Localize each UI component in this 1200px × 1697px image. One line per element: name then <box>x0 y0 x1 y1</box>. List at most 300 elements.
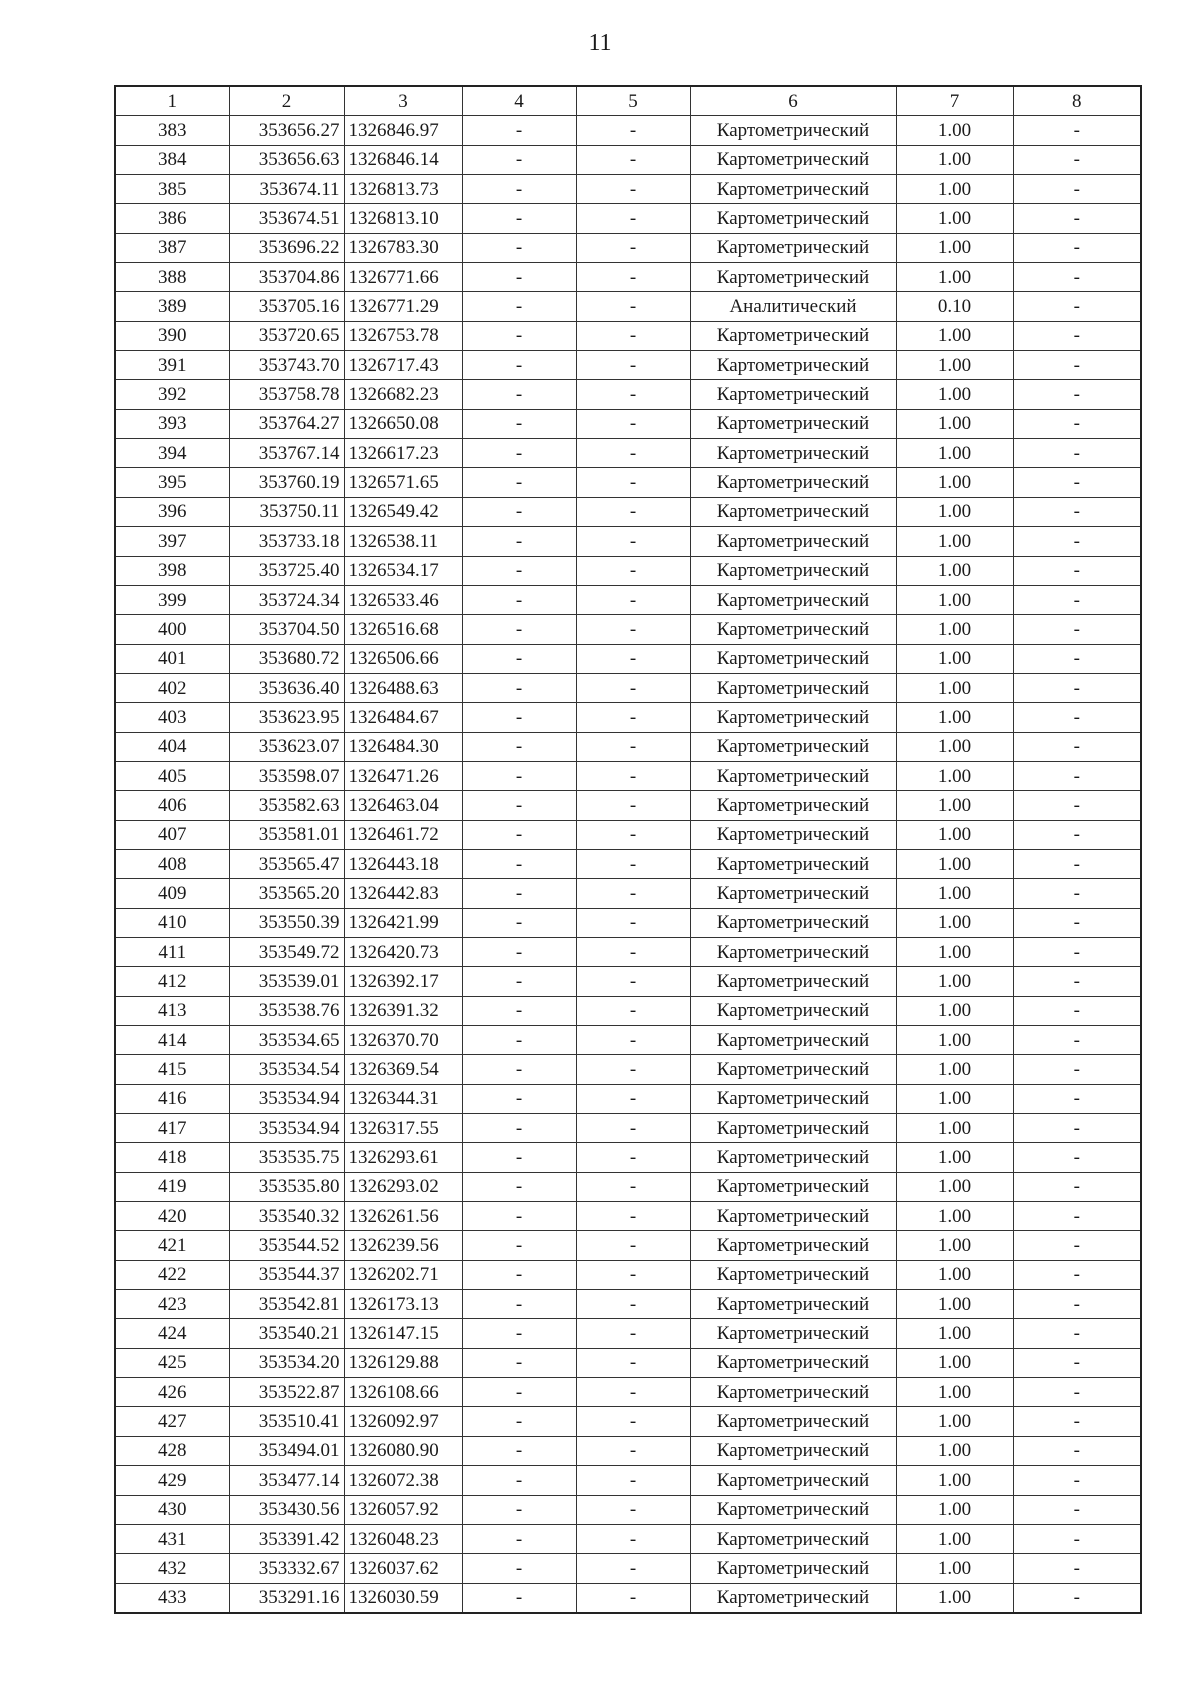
column-5-cell: - <box>576 321 690 350</box>
method-cell: Картометрический <box>690 468 896 497</box>
column-5-cell: - <box>576 585 690 614</box>
y-coordinate-cell: 1326344.31 <box>344 1084 462 1113</box>
point-number-cell: 406 <box>115 791 229 820</box>
y-coordinate-cell: 1326533.46 <box>344 585 462 614</box>
column-5-cell: - <box>576 409 690 438</box>
point-number-cell: 399 <box>115 585 229 614</box>
method-cell: Картометрический <box>690 849 896 878</box>
point-number-cell: 403 <box>115 703 229 732</box>
y-coordinate-cell: 1326239.56 <box>344 1231 462 1260</box>
point-number-cell: 395 <box>115 468 229 497</box>
x-coordinate-cell: 353725.40 <box>229 556 344 585</box>
y-coordinate-cell: 1326650.08 <box>344 409 462 438</box>
accuracy-cell: 1.00 <box>896 116 1013 145</box>
column-5-cell: - <box>576 556 690 585</box>
table-row <box>115 233 1141 262</box>
y-coordinate-cell: 1326488.63 <box>344 673 462 702</box>
method-cell: Картометрический <box>690 380 896 409</box>
x-coordinate-cell: 353582.63 <box>229 791 344 820</box>
column-8-cell: - <box>1013 351 1141 380</box>
table-row <box>115 908 1141 937</box>
accuracy-cell: 1.00 <box>896 996 1013 1025</box>
table-row <box>115 1172 1141 1201</box>
accuracy-cell: 1.00 <box>896 937 1013 966</box>
accuracy-cell: 1.00 <box>896 145 1013 174</box>
method-cell: Картометрический <box>690 1114 896 1143</box>
column-8-cell: - <box>1013 1319 1141 1348</box>
table-row <box>115 1583 1141 1613</box>
table-row <box>115 761 1141 790</box>
column-8-cell: - <box>1013 1583 1141 1613</box>
table-row <box>115 204 1141 233</box>
method-cell: Картометрический <box>690 351 896 380</box>
x-coordinate-cell: 353724.34 <box>229 585 344 614</box>
column-8-cell: - <box>1013 673 1141 702</box>
accuracy-cell: 1.00 <box>896 1114 1013 1143</box>
column-8-cell: - <box>1013 1231 1141 1260</box>
accuracy-cell: 1.00 <box>896 791 1013 820</box>
column-5-cell: - <box>576 204 690 233</box>
point-number-cell: 408 <box>115 849 229 878</box>
point-number-cell: 396 <box>115 497 229 526</box>
column-8-cell: - <box>1013 468 1141 497</box>
column-4-cell: - <box>462 585 576 614</box>
x-coordinate-cell: 353733.18 <box>229 527 344 556</box>
column-5-cell: - <box>576 1436 690 1465</box>
method-cell: Картометрический <box>690 1319 896 1348</box>
point-number-cell: 433 <box>115 1583 229 1613</box>
point-number-cell: 421 <box>115 1231 229 1260</box>
accuracy-cell: 1.00 <box>896 820 1013 849</box>
x-coordinate-cell: 353704.86 <box>229 263 344 292</box>
column-4-cell: - <box>462 204 576 233</box>
column-4-cell: - <box>462 820 576 849</box>
y-coordinate-cell: 1326846.14 <box>344 145 462 174</box>
accuracy-cell: 1.00 <box>896 732 1013 761</box>
method-cell: Картометрический <box>690 908 896 937</box>
column-5-cell: - <box>576 791 690 820</box>
column-8-cell: - <box>1013 233 1141 262</box>
method-cell: Картометрический <box>690 1055 896 1084</box>
column-5-cell: - <box>576 1084 690 1113</box>
column-5-cell: - <box>576 380 690 409</box>
y-coordinate-cell: 1326392.17 <box>344 967 462 996</box>
point-number-cell: 425 <box>115 1348 229 1377</box>
column-4-cell: - <box>462 1172 576 1201</box>
method-cell: Картометрический <box>690 761 896 790</box>
method-cell: Картометрический <box>690 204 896 233</box>
column-5-cell: - <box>576 116 690 145</box>
column-4-cell: - <box>462 996 576 1025</box>
x-coordinate-cell: 353704.50 <box>229 615 344 644</box>
accuracy-cell: 1.00 <box>896 1231 1013 1260</box>
column-8-cell: - <box>1013 263 1141 292</box>
column-5-cell: - <box>576 233 690 262</box>
y-coordinate-cell: 1326443.18 <box>344 849 462 878</box>
column-5-cell: - <box>576 263 690 292</box>
table-header-row <box>115 86 1141 116</box>
accuracy-cell: 1.00 <box>896 204 1013 233</box>
table-body <box>115 116 1141 1613</box>
table-row <box>115 292 1141 321</box>
accuracy-cell: 1.00 <box>896 1378 1013 1407</box>
x-coordinate-cell: 353544.37 <box>229 1260 344 1289</box>
method-cell: Картометрический <box>690 644 896 673</box>
x-coordinate-cell: 353534.94 <box>229 1084 344 1113</box>
column-header: 2 <box>229 86 344 116</box>
column-header: 5 <box>576 86 690 116</box>
accuracy-cell: 1.00 <box>896 1260 1013 1289</box>
x-coordinate-cell: 353680.72 <box>229 644 344 673</box>
column-8-cell: - <box>1013 556 1141 585</box>
column-header: 6 <box>690 86 896 116</box>
point-number-cell: 413 <box>115 996 229 1025</box>
point-number-cell: 412 <box>115 967 229 996</box>
y-coordinate-cell: 1326442.83 <box>344 879 462 908</box>
y-coordinate-cell: 1326516.68 <box>344 615 462 644</box>
y-coordinate-cell: 1326549.42 <box>344 497 462 526</box>
column-header: 4 <box>462 86 576 116</box>
point-number-cell: 416 <box>115 1084 229 1113</box>
accuracy-cell: 1.00 <box>896 1202 1013 1231</box>
column-5-cell: - <box>576 820 690 849</box>
y-coordinate-cell: 1326682.23 <box>344 380 462 409</box>
x-coordinate-cell: 353332.67 <box>229 1554 344 1583</box>
column-8-cell: - <box>1013 644 1141 673</box>
accuracy-cell: 1.00 <box>896 1524 1013 1553</box>
column-4-cell: - <box>462 1143 576 1172</box>
table-row <box>115 703 1141 732</box>
y-coordinate-cell: 1326846.97 <box>344 116 462 145</box>
column-8-cell: - <box>1013 292 1141 321</box>
table-row <box>115 351 1141 380</box>
y-coordinate-cell: 1326057.92 <box>344 1495 462 1524</box>
column-8-cell: - <box>1013 996 1141 1025</box>
y-coordinate-cell: 1326072.38 <box>344 1466 462 1495</box>
column-8-cell: - <box>1013 380 1141 409</box>
column-8-cell: - <box>1013 908 1141 937</box>
x-coordinate-cell: 353522.87 <box>229 1378 344 1407</box>
column-5-cell: - <box>576 1114 690 1143</box>
point-number-cell: 409 <box>115 879 229 908</box>
accuracy-cell: 1.00 <box>896 703 1013 732</box>
column-8-cell: - <box>1013 791 1141 820</box>
accuracy-cell: 1.00 <box>896 527 1013 556</box>
column-5-cell: - <box>576 673 690 702</box>
column-8-cell: - <box>1013 615 1141 644</box>
accuracy-cell: 1.00 <box>896 849 1013 878</box>
column-5-cell: - <box>576 1319 690 1348</box>
x-coordinate-cell: 353743.70 <box>229 351 344 380</box>
accuracy-cell: 1.00 <box>896 761 1013 790</box>
column-5-cell: - <box>576 703 690 732</box>
table-row <box>115 439 1141 468</box>
column-4-cell: - <box>462 1524 576 1553</box>
column-4-cell: - <box>462 1260 576 1289</box>
accuracy-cell: 1.00 <box>896 1466 1013 1495</box>
y-coordinate-cell: 1326030.59 <box>344 1583 462 1613</box>
column-4-cell: - <box>462 1319 576 1348</box>
point-number-cell: 393 <box>115 409 229 438</box>
method-cell: Картометрический <box>690 996 896 1025</box>
x-coordinate-cell: 353291.16 <box>229 1583 344 1613</box>
column-5-cell: - <box>576 292 690 321</box>
x-coordinate-cell: 353542.81 <box>229 1290 344 1319</box>
x-coordinate-cell: 353540.21 <box>229 1319 344 1348</box>
column-5-cell: - <box>576 1143 690 1172</box>
table-row <box>115 1348 1141 1377</box>
column-8-cell: - <box>1013 1495 1141 1524</box>
column-4-cell: - <box>462 556 576 585</box>
x-coordinate-cell: 353565.20 <box>229 879 344 908</box>
accuracy-cell: 1.00 <box>896 615 1013 644</box>
column-8-cell: - <box>1013 175 1141 204</box>
table-row <box>115 1026 1141 1055</box>
point-number-cell: 415 <box>115 1055 229 1084</box>
y-coordinate-cell: 1326461.72 <box>344 820 462 849</box>
accuracy-cell: 1.00 <box>896 644 1013 673</box>
table-row <box>115 380 1141 409</box>
x-coordinate-cell: 353623.95 <box>229 703 344 732</box>
accuracy-cell: 1.00 <box>896 967 1013 996</box>
point-number-cell: 417 <box>115 1114 229 1143</box>
accuracy-cell: 1.00 <box>896 468 1013 497</box>
column-5-cell: - <box>576 1055 690 1084</box>
point-number-cell: 418 <box>115 1143 229 1172</box>
column-4-cell: - <box>462 1055 576 1084</box>
column-8-cell: - <box>1013 439 1141 468</box>
column-8-cell: - <box>1013 1290 1141 1319</box>
column-4-cell: - <box>462 1290 576 1319</box>
method-cell: Картометрический <box>690 409 896 438</box>
column-4-cell: - <box>462 761 576 790</box>
method-cell: Картометрический <box>690 145 896 174</box>
column-5-cell: - <box>576 1378 690 1407</box>
method-cell: Картометрический <box>690 1466 896 1495</box>
point-number-cell: 384 <box>115 145 229 174</box>
column-4-cell: - <box>462 497 576 526</box>
x-coordinate-cell: 353758.78 <box>229 380 344 409</box>
point-number-cell: 432 <box>115 1554 229 1583</box>
column-4-cell: - <box>462 351 576 380</box>
point-number-cell: 407 <box>115 820 229 849</box>
column-header: 7 <box>896 86 1013 116</box>
table-row <box>115 556 1141 585</box>
y-coordinate-cell: 1326571.65 <box>344 468 462 497</box>
x-coordinate-cell: 353510.41 <box>229 1407 344 1436</box>
column-8-cell: - <box>1013 820 1141 849</box>
column-4-cell: - <box>462 1436 576 1465</box>
accuracy-cell: 1.00 <box>896 1143 1013 1172</box>
method-cell: Картометрический <box>690 1495 896 1524</box>
method-cell: Картометрический <box>690 1260 896 1289</box>
column-8-cell: - <box>1013 409 1141 438</box>
accuracy-cell: 1.00 <box>896 380 1013 409</box>
column-4-cell: - <box>462 1407 576 1436</box>
accuracy-cell: 1.00 <box>896 1172 1013 1201</box>
accuracy-cell: 1.00 <box>896 1495 1013 1524</box>
method-cell: Картометрический <box>690 879 896 908</box>
column-5-cell: - <box>576 761 690 790</box>
accuracy-cell: 1.00 <box>896 263 1013 292</box>
y-coordinate-cell: 1326202.71 <box>344 1260 462 1289</box>
column-header: 1 <box>115 86 229 116</box>
method-cell: Картометрический <box>690 1407 896 1436</box>
column-8-cell: - <box>1013 1466 1141 1495</box>
point-number-cell: 404 <box>115 732 229 761</box>
table-row <box>115 1260 1141 1289</box>
method-cell: Картометрический <box>690 703 896 732</box>
method-cell: Картометрический <box>690 967 896 996</box>
point-number-cell: 398 <box>115 556 229 585</box>
table-row <box>115 849 1141 878</box>
method-cell: Картометрический <box>690 1290 896 1319</box>
table-row <box>115 175 1141 204</box>
point-number-cell: 401 <box>115 644 229 673</box>
x-coordinate-cell: 353534.65 <box>229 1026 344 1055</box>
accuracy-cell: 1.00 <box>896 351 1013 380</box>
table-row <box>115 1466 1141 1495</box>
column-5-cell: - <box>576 879 690 908</box>
point-number-cell: 427 <box>115 1407 229 1436</box>
method-cell: Картометрический <box>690 1084 896 1113</box>
point-number-cell: 405 <box>115 761 229 790</box>
x-coordinate-cell: 353764.27 <box>229 409 344 438</box>
method-cell: Картометрический <box>690 1554 896 1583</box>
column-4-cell: - <box>462 1114 576 1143</box>
table-row <box>115 644 1141 673</box>
y-coordinate-cell: 1326173.13 <box>344 1290 462 1319</box>
x-coordinate-cell: 353767.14 <box>229 439 344 468</box>
y-coordinate-cell: 1326317.55 <box>344 1114 462 1143</box>
y-coordinate-cell: 1326506.66 <box>344 644 462 673</box>
accuracy-cell: 1.00 <box>896 321 1013 350</box>
column-4-cell: - <box>462 527 576 556</box>
x-coordinate-cell: 353494.01 <box>229 1436 344 1465</box>
accuracy-cell: 1.00 <box>896 1290 1013 1319</box>
point-number-cell: 422 <box>115 1260 229 1289</box>
column-4-cell: - <box>462 145 576 174</box>
method-cell: Картометрический <box>690 175 896 204</box>
method-cell: Картометрический <box>690 439 896 468</box>
y-coordinate-cell: 1326037.62 <box>344 1554 462 1583</box>
x-coordinate-cell: 353550.39 <box>229 908 344 937</box>
column-8-cell: - <box>1013 527 1141 556</box>
point-number-cell: 430 <box>115 1495 229 1524</box>
column-5-cell: - <box>576 1524 690 1553</box>
x-coordinate-cell: 353581.01 <box>229 820 344 849</box>
column-8-cell: - <box>1013 967 1141 996</box>
accuracy-cell: 1.00 <box>896 233 1013 262</box>
y-coordinate-cell: 1326129.88 <box>344 1348 462 1377</box>
column-5-cell: - <box>576 1202 690 1231</box>
column-8-cell: - <box>1013 1055 1141 1084</box>
x-coordinate-cell: 353623.07 <box>229 732 344 761</box>
point-number-cell: 386 <box>115 204 229 233</box>
table-row <box>115 732 1141 761</box>
column-4-cell: - <box>462 1554 576 1583</box>
column-5-cell: - <box>576 908 690 937</box>
accuracy-cell: 1.00 <box>896 908 1013 937</box>
y-coordinate-cell: 1326421.99 <box>344 908 462 937</box>
point-number-cell: 428 <box>115 1436 229 1465</box>
y-coordinate-cell: 1326813.10 <box>344 204 462 233</box>
column-5-cell: - <box>576 644 690 673</box>
method-cell: Картометрический <box>690 116 896 145</box>
column-8-cell: - <box>1013 849 1141 878</box>
method-cell: Картометрический <box>690 1143 896 1172</box>
accuracy-cell: 1.00 <box>896 1319 1013 1348</box>
method-cell: Картометрический <box>690 556 896 585</box>
point-number-cell: 390 <box>115 321 229 350</box>
column-5-cell: - <box>576 996 690 1025</box>
accuracy-cell: 1.00 <box>896 175 1013 204</box>
x-coordinate-cell: 353535.75 <box>229 1143 344 1172</box>
point-number-cell: 423 <box>115 1290 229 1319</box>
accuracy-cell: 1.00 <box>896 879 1013 908</box>
table-row <box>115 1436 1141 1465</box>
x-coordinate-cell: 353674.11 <box>229 175 344 204</box>
point-number-cell: 391 <box>115 351 229 380</box>
column-4-cell: - <box>462 439 576 468</box>
column-5-cell: - <box>576 1348 690 1377</box>
accuracy-cell: 1.00 <box>896 556 1013 585</box>
x-coordinate-cell: 353705.16 <box>229 292 344 321</box>
column-8-cell: - <box>1013 1524 1141 1553</box>
column-header: 3 <box>344 86 462 116</box>
column-4-cell: - <box>462 1378 576 1407</box>
column-4-cell: - <box>462 233 576 262</box>
column-4-cell: - <box>462 321 576 350</box>
method-cell: Картометрический <box>690 585 896 614</box>
table-row <box>115 321 1141 350</box>
method-cell: Картометрический <box>690 1202 896 1231</box>
table-row <box>115 116 1141 145</box>
x-coordinate-cell: 353720.65 <box>229 321 344 350</box>
x-coordinate-cell: 353538.76 <box>229 996 344 1025</box>
column-4-cell: - <box>462 673 576 702</box>
column-5-cell: - <box>576 175 690 204</box>
column-4-cell: - <box>462 292 576 321</box>
table-row <box>115 1524 1141 1553</box>
method-cell: Картометрический <box>690 1172 896 1201</box>
column-8-cell: - <box>1013 761 1141 790</box>
point-number-cell: 424 <box>115 1319 229 1348</box>
point-number-cell: 397 <box>115 527 229 556</box>
accuracy-cell: 1.00 <box>896 1348 1013 1377</box>
x-coordinate-cell: 353477.14 <box>229 1466 344 1495</box>
table-row <box>115 1231 1141 1260</box>
y-coordinate-cell: 1326617.23 <box>344 439 462 468</box>
column-8-cell: - <box>1013 732 1141 761</box>
x-coordinate-cell: 353565.47 <box>229 849 344 878</box>
point-number-cell: 389 <box>115 292 229 321</box>
x-coordinate-cell: 353540.32 <box>229 1202 344 1231</box>
column-5-cell: - <box>576 439 690 468</box>
method-cell: Картометрический <box>690 1231 896 1260</box>
column-5-cell: - <box>576 1495 690 1524</box>
column-8-cell: - <box>1013 703 1141 732</box>
y-coordinate-cell: 1326753.78 <box>344 321 462 350</box>
column-5-cell: - <box>576 732 690 761</box>
y-coordinate-cell: 1326717.43 <box>344 351 462 380</box>
column-4-cell: - <box>462 468 576 497</box>
point-number-cell: 387 <box>115 233 229 262</box>
table-row <box>115 879 1141 908</box>
column-5-cell: - <box>576 527 690 556</box>
point-number-cell: 420 <box>115 1202 229 1231</box>
method-cell: Картометрический <box>690 791 896 820</box>
